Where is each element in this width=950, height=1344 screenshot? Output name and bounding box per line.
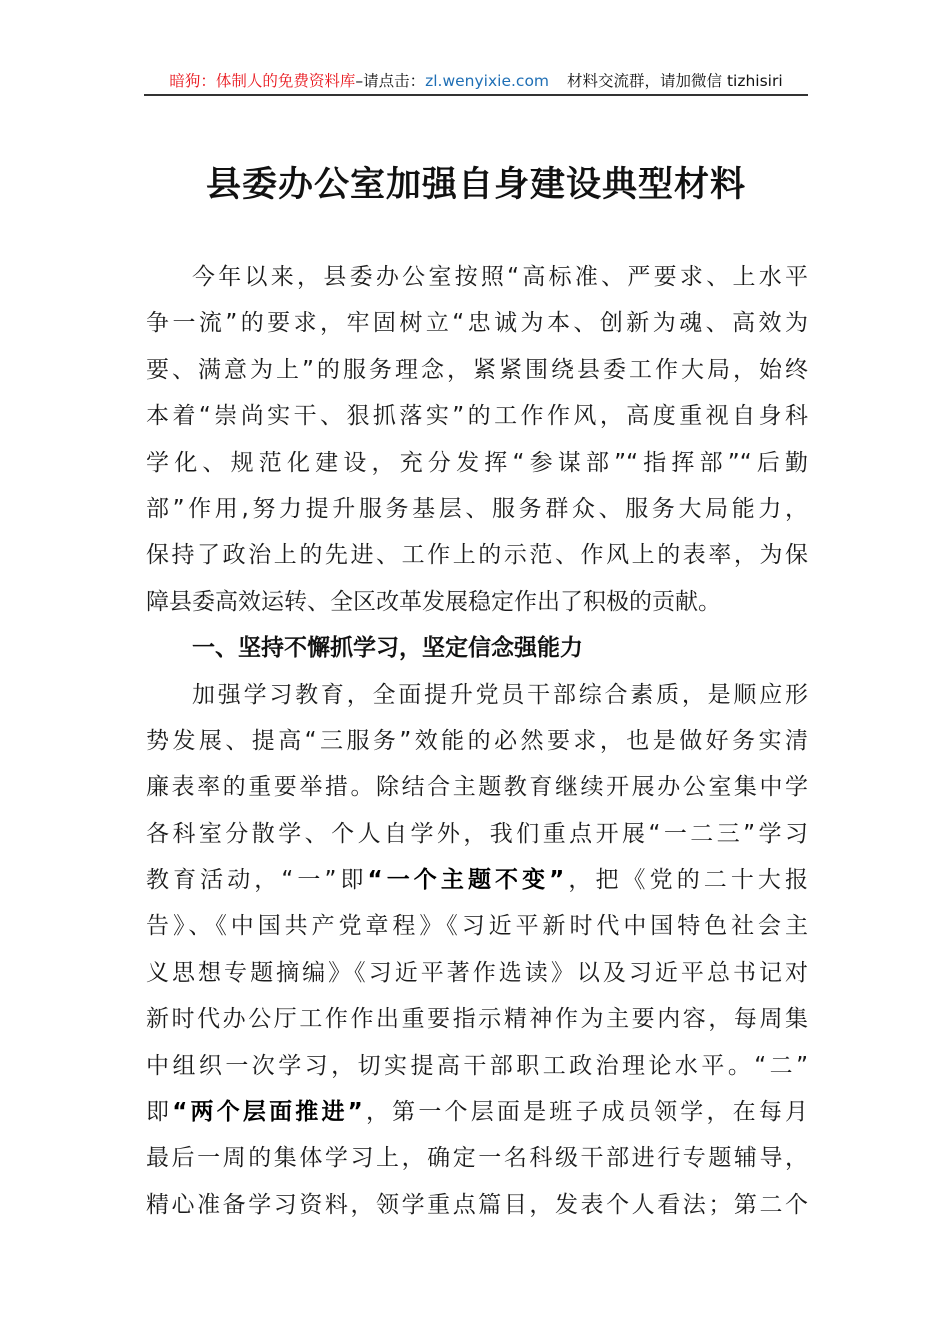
emphasis-text: “两个层面推进” <box>172 1099 363 1126</box>
paragraph-line: 各科室分散学、个人自学外，我们重点开展“一二三”学习 <box>146 820 808 847</box>
paragraph-line: 今年以来，县委办公室按照“高标准、严要求、上水平 <box>192 264 808 290</box>
site-name: 暗狗：体制人的免费资料库 <box>169 72 356 90</box>
paragraph-line: 本着“崇尚实干、狠抓落实”的工作作风，高度重视自身科 <box>146 403 808 430</box>
click-prompt: –请点击： <box>355 72 426 90</box>
paragraph-line: 义思想专题摘编》《习近平著作选读》以及习近平总书记对 <box>146 959 808 986</box>
watermark-header <box>146 68 806 94</box>
paragraph-line: 加强学习教育，全面提升党员干部综合素质，是顺应形 <box>192 681 808 708</box>
paragraph-line: 学化、规范化建设，充分发挥“参谋部”“指挥部”“后勤 <box>146 449 808 476</box>
contact-info: 材料交流群，请加微信 tizhisiri <box>567 72 783 90</box>
document-title: 县委办公室加强自身建设典型材料 <box>205 164 746 205</box>
paragraph-line: 保持了政治上的先进、工作上的示范、作风上的表率，为保 <box>146 542 808 569</box>
paragraph-line: 告》、《中国共产党章程》《习近平新时代中国特色社会主 <box>146 913 808 940</box>
paragraph-line: 要、满意为上”的服务理念，紧紧围绕县委工作大局，始终 <box>146 356 808 383</box>
paragraph-line: 精心准备学习资料，领学重点篇目，发表个人看法；第二个 <box>146 1191 808 1218</box>
site-url-link[interactable]: zl.wenyixie.com <box>425 72 550 90</box>
paragraph-line: 最后一周的集体学习上，确定一名科级干部进行专题辅导， <box>146 1145 808 1172</box>
header-divider <box>144 94 808 96</box>
document-body <box>146 254 808 1228</box>
paragraph-line: 部”作用,努力提升服务基层、服务群众、服务大局能力， <box>146 495 808 522</box>
emphasis-text: “一个主题不变” <box>367 867 565 894</box>
paragraph-line <box>146 857 808 903</box>
text-run: 教育活动，“一”即 <box>146 867 368 894</box>
section-heading: 一、坚持不懈抓学习，坚定信念强能力 <box>192 635 583 662</box>
paragraph-line <box>146 1089 808 1135</box>
paragraph-line: 争一流”的要求，牢固树立“忠诚为本、创新为魂、高效为 <box>146 310 808 337</box>
paragraph-line: 势发展、提高“三服务”效能的必然要求，也是做好务实清 <box>146 727 808 754</box>
paragraph-line: 廉表率的重要举措。除结合主题教育继续开展办公室集中学 <box>146 774 808 801</box>
paragraph-line: 新时代办公厅工作作出重要指示精神作为主要内容，每周集 <box>146 1006 808 1033</box>
paragraph-line: 障县委高效运转、全区改革发展稳定作出了积极的贡献。 <box>146 588 721 615</box>
text-run: ，第一个层面是班子成员领学，在每月 <box>362 1099 809 1126</box>
text-run: ，把《党的二十大报 <box>564 867 809 894</box>
paragraph-line: 中组织一次学习，切实提高干部职工政治理论水平。“二” <box>146 1052 808 1079</box>
text-run: 即 <box>146 1099 173 1126</box>
